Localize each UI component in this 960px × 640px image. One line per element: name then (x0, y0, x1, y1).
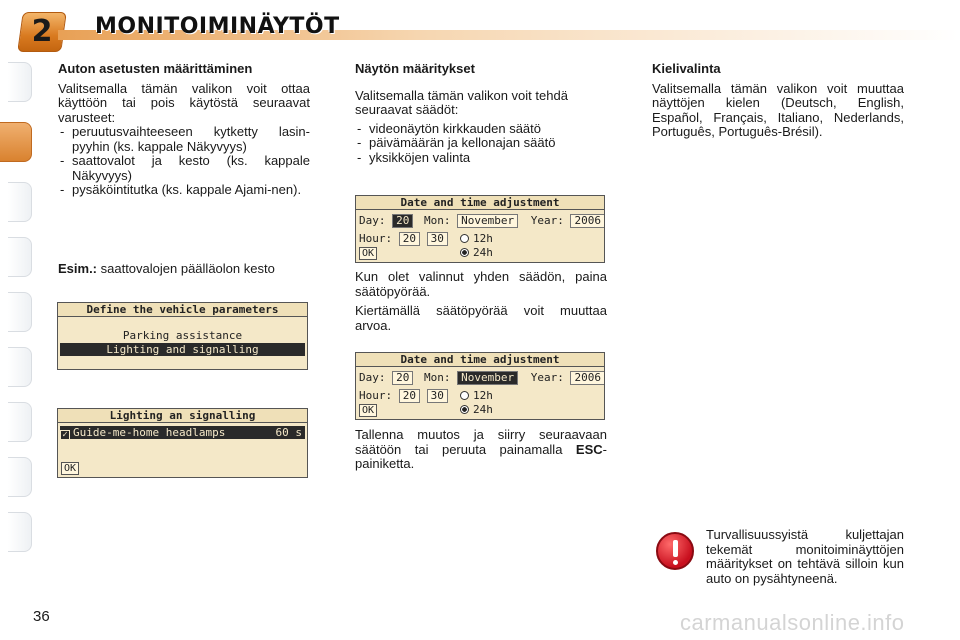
intro-text: Valitsemalla tämän valikon voit tehdä seuraavat säädöt: (355, 87, 568, 117)
minute-field[interactable]: 30 (427, 389, 448, 403)
option-value[interactable]: 60 s (275, 426, 302, 439)
radio-icon[interactable] (460, 234, 469, 243)
instruction-text: Kiertämällä säätöpyörää voit muuttaa arvoa. (355, 303, 607, 333)
option-24h[interactable] (460, 246, 493, 259)
adjustment-list (355, 122, 607, 166)
column-language (652, 62, 904, 140)
month-field[interactable]: November (457, 214, 518, 228)
screen-title: Date and time adjustment (356, 353, 604, 367)
screen-date-time-month-selected (355, 352, 605, 420)
example-caption (58, 262, 310, 277)
option-24h[interactable] (460, 403, 493, 416)
section-title: Auton asetusten määrittäminen (58, 61, 253, 76)
list-item: - yksikköjen valinta (355, 151, 607, 166)
instructions-block (355, 270, 607, 333)
radio-selected-icon[interactable] (460, 248, 469, 257)
hour-field[interactable]: 20 (399, 232, 420, 246)
day-label: Day: (359, 371, 386, 384)
menu-item-lighting-signalling[interactable]: Lighting and signalling (60, 343, 305, 356)
chapter-tabs (0, 62, 34, 580)
column-display-settings (355, 62, 607, 165)
intro-text: Valitsemalla tämän valikon voit ottaa käyttöön tai pois käytöstä seuraavat varusteet: (58, 80, 310, 125)
chapter-tab-8[interactable] (8, 457, 32, 497)
screen-vehicle-parameters (57, 302, 308, 370)
section-title: Kielivalinta (652, 61, 721, 76)
screen-lighting-signalling (57, 408, 308, 478)
option-label: 24h (473, 403, 493, 416)
hour-label: Hour: (359, 389, 393, 402)
warning-text: Turvallisuussyistä kuljettajan tekemät monitoiminäyttöjen määritykset on tehtävä silloin kun auto on pysähtyneenä. (706, 527, 904, 586)
screen-title: Define the vehicle parameters (58, 303, 307, 317)
section-title: Näytön määritykset (355, 61, 475, 76)
page-number: 36 (33, 608, 50, 625)
day-label: Day: (359, 214, 386, 227)
chapter-tab-4[interactable] (8, 237, 32, 277)
minute-field[interactable]: 30 (427, 232, 448, 246)
example-label: Esim.: (58, 261, 98, 276)
ok-button[interactable]: OK (359, 404, 377, 417)
year-field[interactable]: 2006 (570, 214, 605, 228)
list-item: - pysäköintitutka (ks. kappale Ajami-nen). (58, 183, 310, 198)
option-label: Guide-me-home headlamps (73, 426, 226, 439)
warning-icon (656, 532, 694, 570)
day-field[interactable]: 20 (392, 371, 413, 385)
month-field[interactable]: November (457, 371, 518, 385)
list-item: - videonäytön kirkkauden säätö (355, 122, 607, 137)
chapter-tab-9[interactable] (8, 512, 32, 552)
selected-option-row[interactable] (60, 426, 305, 439)
ok-button[interactable]: OK (359, 247, 377, 260)
save-instructions (355, 428, 607, 472)
list-item: - peruutusvaihteeseen kytketty lasin-pyyhin (ks. kappale Näkyvyys) (58, 125, 310, 154)
month-label: Mon: (424, 371, 451, 384)
option-12h[interactable] (460, 232, 493, 245)
year-label: Year: (530, 214, 564, 227)
screen-title: Lighting an signalling (58, 409, 307, 423)
day-field[interactable]: 20 (392, 214, 413, 228)
checkbox-checked-icon[interactable]: ✓ (60, 430, 70, 440)
option-label: 24h (473, 246, 493, 259)
page-title: MONITOIMINÄYTÖT (95, 14, 340, 39)
year-label: Year: (530, 371, 564, 384)
instruction-text-part: Tallenna muutos ja siirry seuraavaan säätöön tai peruuta painamalla (355, 427, 607, 457)
option-label: 12h (473, 389, 493, 402)
screen-date-time-day-selected (355, 195, 605, 263)
instruction-text (355, 428, 607, 472)
instruction-text-part: -painiketta. (355, 441, 607, 471)
radio-icon[interactable] (460, 391, 469, 400)
chapter-tab-3[interactable] (8, 182, 32, 222)
menu-item-parking-assistance[interactable]: Parking assistance (122, 329, 243, 342)
month-label: Mon: (424, 214, 451, 227)
chapter-tab-7[interactable] (8, 402, 32, 442)
option-label: 12h (473, 232, 493, 245)
chapter-tab-6[interactable] (8, 347, 32, 387)
chapter-tab-2-active[interactable] (0, 122, 32, 162)
equipment-list (58, 125, 310, 198)
instruction-text: Kun olet valinnut yhden säädön, paina säätöpyörää. (355, 269, 607, 299)
radio-selected-icon[interactable] (460, 405, 469, 414)
list-item: - saattovalot ja kesto (ks. kappale Näkyvyys) (58, 154, 310, 183)
screen-title: Date and time adjustment (356, 196, 604, 210)
language-text: Valitsemalla tämän valikon voit muuttaa näyttöjen kielen (Deutsch, English, Español, Français, Italiano, Nederlands, Português, Português-Brésil). (652, 80, 904, 139)
chapter-number: 2 (31, 14, 53, 49)
hour-field[interactable]: 20 (399, 389, 420, 403)
watermark: carmanualsonline.info (680, 610, 905, 635)
list-item: - päivämäärän ja kellonajan säätö (355, 136, 607, 151)
esc-key-label: ESC (575, 441, 603, 457)
ok-button[interactable]: OK (61, 462, 79, 475)
option-12h[interactable] (460, 389, 493, 402)
column-vehicle-settings (58, 62, 310, 198)
chapter-tab-5[interactable] (8, 292, 32, 332)
example-text: saattovalojen päälläolon kesto (97, 261, 275, 276)
hour-label: Hour: (359, 232, 393, 245)
year-field[interactable]: 2006 (570, 371, 605, 385)
chapter-tab-1[interactable] (8, 62, 32, 102)
